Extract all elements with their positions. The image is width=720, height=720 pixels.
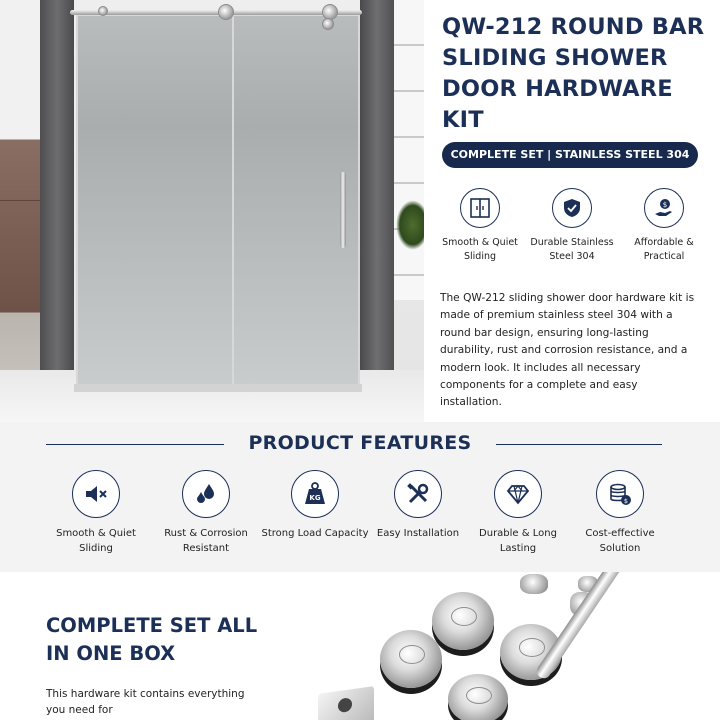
feature-item	[364, 470, 472, 541]
highlight-item	[432, 188, 528, 264]
feature-item	[464, 470, 572, 556]
roller	[218, 4, 234, 20]
product-features-section	[0, 422, 720, 572]
tools-icon	[394, 470, 442, 518]
highlight-item	[524, 188, 620, 264]
complete-set-title: COMPLETE SET ALL IN ONE BOX	[46, 614, 258, 665]
feature-label: Easy Installation	[376, 528, 460, 539]
rail-end-cap	[98, 6, 108, 16]
highlight-label: Smooth & Quiet Sliding	[442, 237, 518, 262]
product-info	[424, 0, 720, 422]
sliding-door-icon	[460, 188, 500, 228]
roller	[322, 18, 334, 30]
plant	[396, 200, 424, 250]
hardware-bolt	[520, 574, 548, 594]
highlight-label: Affordable & Practical	[634, 237, 694, 262]
feature-item	[566, 470, 674, 556]
svg-text:$: $	[662, 201, 668, 209]
money-hand-icon	[644, 188, 684, 228]
feature-item	[152, 470, 260, 556]
water-drops-icon	[182, 470, 230, 518]
highlights-row	[432, 188, 712, 268]
wall-bracket	[318, 686, 374, 720]
feature-label: Strong Load Capacity	[261, 528, 369, 539]
fixed-glass-panel	[76, 14, 234, 386]
feature-label: Rust & Corrosion Resistant	[164, 528, 248, 554]
door-handle	[340, 172, 346, 248]
door-sill	[74, 384, 362, 392]
stone-column-left	[40, 0, 74, 370]
product-description: The QW-212 sliding shower door hardware kit is made of premium stainless steel 304 with a round bar design, ensuring long-lasting durability, rust and corrosion resistance, and a modern look. It includes all necessary components for a complete and easy installation.	[440, 292, 695, 409]
round-bar-rail	[70, 10, 362, 15]
svg-text:$: $	[623, 497, 629, 505]
highlight-item	[616, 188, 712, 264]
kg-weight-icon	[291, 470, 339, 518]
complete-set-section	[0, 572, 720, 720]
feature-item	[42, 470, 150, 556]
roller-cap	[448, 674, 508, 720]
mute-speaker-icon	[72, 470, 120, 518]
shield-check-icon	[552, 188, 592, 228]
svg-text:KG: KG	[309, 494, 321, 502]
diamond-icon	[494, 470, 542, 518]
feature-label: Durable & Long Lasting	[479, 528, 557, 554]
feature-label: Cost-effective Solution	[585, 528, 655, 554]
coins-icon	[596, 470, 644, 518]
product-title: QW-212 ROUND BAR SLIDING SHOWER DOOR HARDWARE KIT	[442, 14, 705, 133]
divider	[496, 444, 662, 445]
feature-label: Smooth & Quiet Sliding	[56, 528, 136, 554]
feature-item	[261, 470, 369, 541]
window	[394, 0, 424, 300]
wall-panel-line	[0, 200, 40, 201]
roller-cap	[380, 630, 442, 688]
stone-column-right	[360, 0, 394, 370]
wall-panel	[0, 0, 40, 422]
features-title: PRODUCT FEATURES	[248, 432, 472, 454]
spec-badge: COMPLETE SET | STAINLESS STEEL 304	[442, 142, 698, 168]
divider	[46, 444, 224, 445]
highlight-label: Durable Stainless Steel 304	[530, 237, 614, 262]
shower-door-photo	[0, 0, 424, 422]
roller-cap	[432, 592, 494, 650]
complete-set-text: This hardware kit contains everything you need for	[46, 688, 245, 716]
